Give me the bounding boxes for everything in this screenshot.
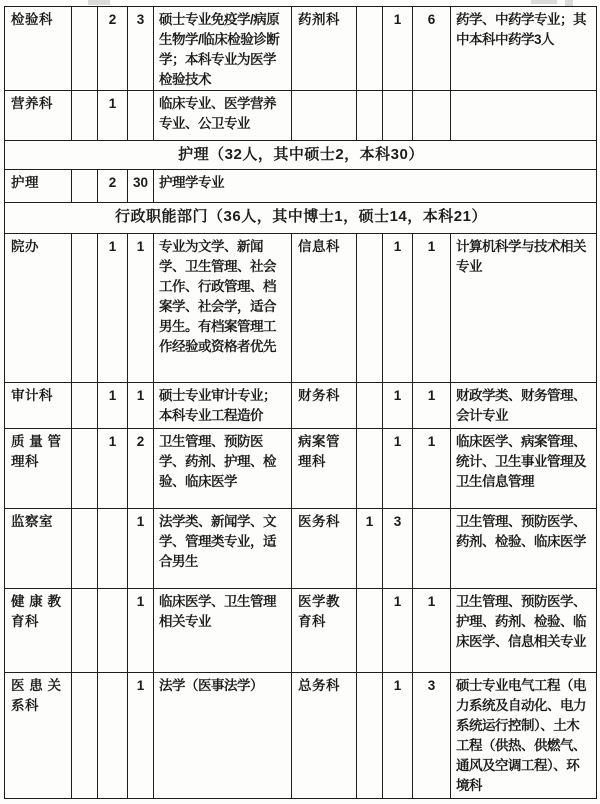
table-row (5, 91, 596, 141)
scan-artifact (531, 0, 557, 4)
count-doctor-cell (72, 589, 98, 673)
count-master-cell (98, 673, 128, 798)
dept-cell: 营养科 (5, 91, 72, 141)
count-master-cell: 1 (98, 383, 128, 429)
count-doctor-cell (72, 7, 98, 91)
count-bachelor-cell: 1 (128, 509, 154, 589)
count-bachelor-cell: 1 (128, 589, 154, 673)
requirement-cell: 卫生管理、预防医学、护理、药剂、检验、临床医学、信息相关专业 (451, 589, 596, 673)
dept-cell: 财务科 (292, 383, 357, 429)
count-master-cell: 1 (383, 383, 413, 429)
count-doctor-cell (357, 589, 383, 673)
requirement-cell: 硕士专业电气工程（电力系统及自动化、电力系统运行控制）、土木工程（供热、供燃气、通风及空调工程）、环境科 (456, 678, 586, 793)
count-bachelor-cell (128, 91, 154, 141)
dept-cell: 质 量 管理科 (5, 429, 72, 509)
requirement-cell: 临床医学、卫生管理相关专业 (154, 589, 292, 673)
count-bachelor-cell: 1 (413, 429, 451, 509)
requirement-cell: 硕士专业审计专业；本科专业工程造价 (154, 383, 292, 429)
count-bachelor-cell: 3 (413, 673, 451, 798)
dept-cell: 护理 (5, 170, 72, 203)
count-master-cell: 1 (383, 589, 413, 673)
count-doctor-cell (357, 673, 383, 798)
requirement-cell: 药学、中药学专业；其中本科中药学3人 (451, 7, 596, 91)
count-doctor-cell (72, 673, 98, 798)
dept-cell: 医学教育科 (292, 589, 357, 673)
count-bachelor-cell: 2 (128, 429, 154, 509)
requirement-cell: 卫生管理、预防医学、药剂、检验、临床医学 (451, 509, 596, 589)
count-bachelor-cell: 1 (413, 589, 451, 673)
dept-cell (292, 91, 357, 141)
count-bachelor-cell (413, 509, 451, 589)
table-row (5, 429, 596, 509)
count-bachelor-cell: 1 (128, 383, 154, 429)
requirement-cell: 硕士专业免疫学/病原生物学/临床检验诊断学；本科专业为医学检验技术 (154, 7, 292, 91)
requirement-cell: 护理学专业 (154, 170, 596, 203)
count-doctor-cell (357, 91, 383, 141)
requirement-cell: 计算机科学与技术相关专业 (451, 234, 596, 383)
count-doctor-cell (357, 7, 383, 91)
count-doctor-cell (72, 429, 98, 509)
dept-cell: 健 康 教育科 (5, 589, 72, 673)
requirement-cell: 临床医学、病案管理、统计、卫生事业管理及卫生信息管理 (451, 429, 596, 509)
dept-cell: 病案管理科 (292, 429, 357, 509)
dept-cell: 信息科 (292, 234, 357, 383)
count-master-cell: 1 (98, 429, 128, 509)
table-row (5, 383, 596, 429)
count-bachelor-cell: 1 (128, 673, 154, 798)
count-doctor-cell (72, 234, 98, 383)
count-bachelor-cell: 1 (413, 234, 451, 383)
count-doctor-cell (72, 383, 98, 429)
scan-artifact (88, 0, 110, 5)
requirement-cell: 专业为文学、新闻学、卫生管理、社会工作、行政管理、档案学、社会学，适合男生。有档案管理工作经验或资格者优先 (154, 234, 292, 383)
count-master-cell: 1 (383, 429, 413, 509)
section-header-row (5, 141, 596, 170)
count-doctor-cell (72, 91, 98, 141)
dept-cell: 监察室 (5, 509, 72, 589)
dept-cell: 检验科 (5, 7, 72, 91)
count-doctor-cell (357, 383, 383, 429)
requirement-cell: 卫生管理、预防医学、药剂、护理、检验、临床医学 (154, 429, 292, 509)
count-bachelor-cell: 3 (128, 7, 154, 91)
count-master-cell (98, 589, 128, 673)
count-master-cell: 2 (98, 170, 128, 203)
count-bachelor-cell (413, 91, 451, 141)
count-bachelor-cell: 1 (128, 234, 154, 383)
requirement-cell: 法学类、新闻学、文学、管理类专业，适合男生 (154, 509, 292, 589)
count-master-cell: 1 (383, 7, 413, 91)
table-row (5, 234, 596, 383)
count-master-cell: 1 (383, 234, 413, 383)
count-doctor-cell (357, 234, 383, 383)
count-master-cell (383, 91, 413, 141)
dept-cell: 药剂科 (292, 7, 357, 91)
dept-cell: 医务科 (292, 509, 357, 589)
count-bachelor-cell: 1 (413, 383, 451, 429)
count-doctor-cell: 1 (357, 509, 383, 589)
table-row (5, 673, 596, 798)
count-doctor-cell (357, 429, 383, 509)
requirement-cell: 临床专业、医学营养专业、公卫专业 (154, 91, 292, 141)
dept-cell: 医 患 关系科 (5, 673, 72, 798)
count-doctor-cell (72, 170, 98, 203)
count-master-cell: 1 (98, 91, 128, 141)
count-bachelor-cell: 30 (128, 170, 154, 203)
count-master-cell: 1 (383, 673, 413, 798)
recruitment-table (4, 6, 597, 799)
requirement-cell: 财政学类、财务管理、会计专业 (451, 383, 596, 429)
table-row (5, 589, 596, 673)
count-master-cell: 2 (98, 7, 128, 91)
table-row (5, 7, 596, 91)
count-master-cell: 3 (383, 509, 413, 589)
dept-cell: 院办 (5, 234, 72, 383)
requirement-cell: 法学（医事法学） (154, 673, 292, 798)
count-master-cell (98, 509, 128, 589)
section-header-nursing: 护理（32人，其中硕士2，本科30） (5, 141, 596, 170)
requirement-cell (451, 91, 596, 141)
count-bachelor-cell: 6 (413, 7, 451, 91)
dept-cell: 审计科 (5, 383, 72, 429)
count-doctor-cell (72, 509, 98, 589)
dept-cell: 总务科 (292, 673, 357, 798)
table-row (5, 509, 596, 589)
section-header-row (5, 203, 596, 234)
count-master-cell: 1 (98, 234, 128, 383)
section-header-admin: 行政职能部门（36人，其中博士1，硕士14，本科21） (5, 203, 596, 234)
table-row (5, 170, 596, 203)
